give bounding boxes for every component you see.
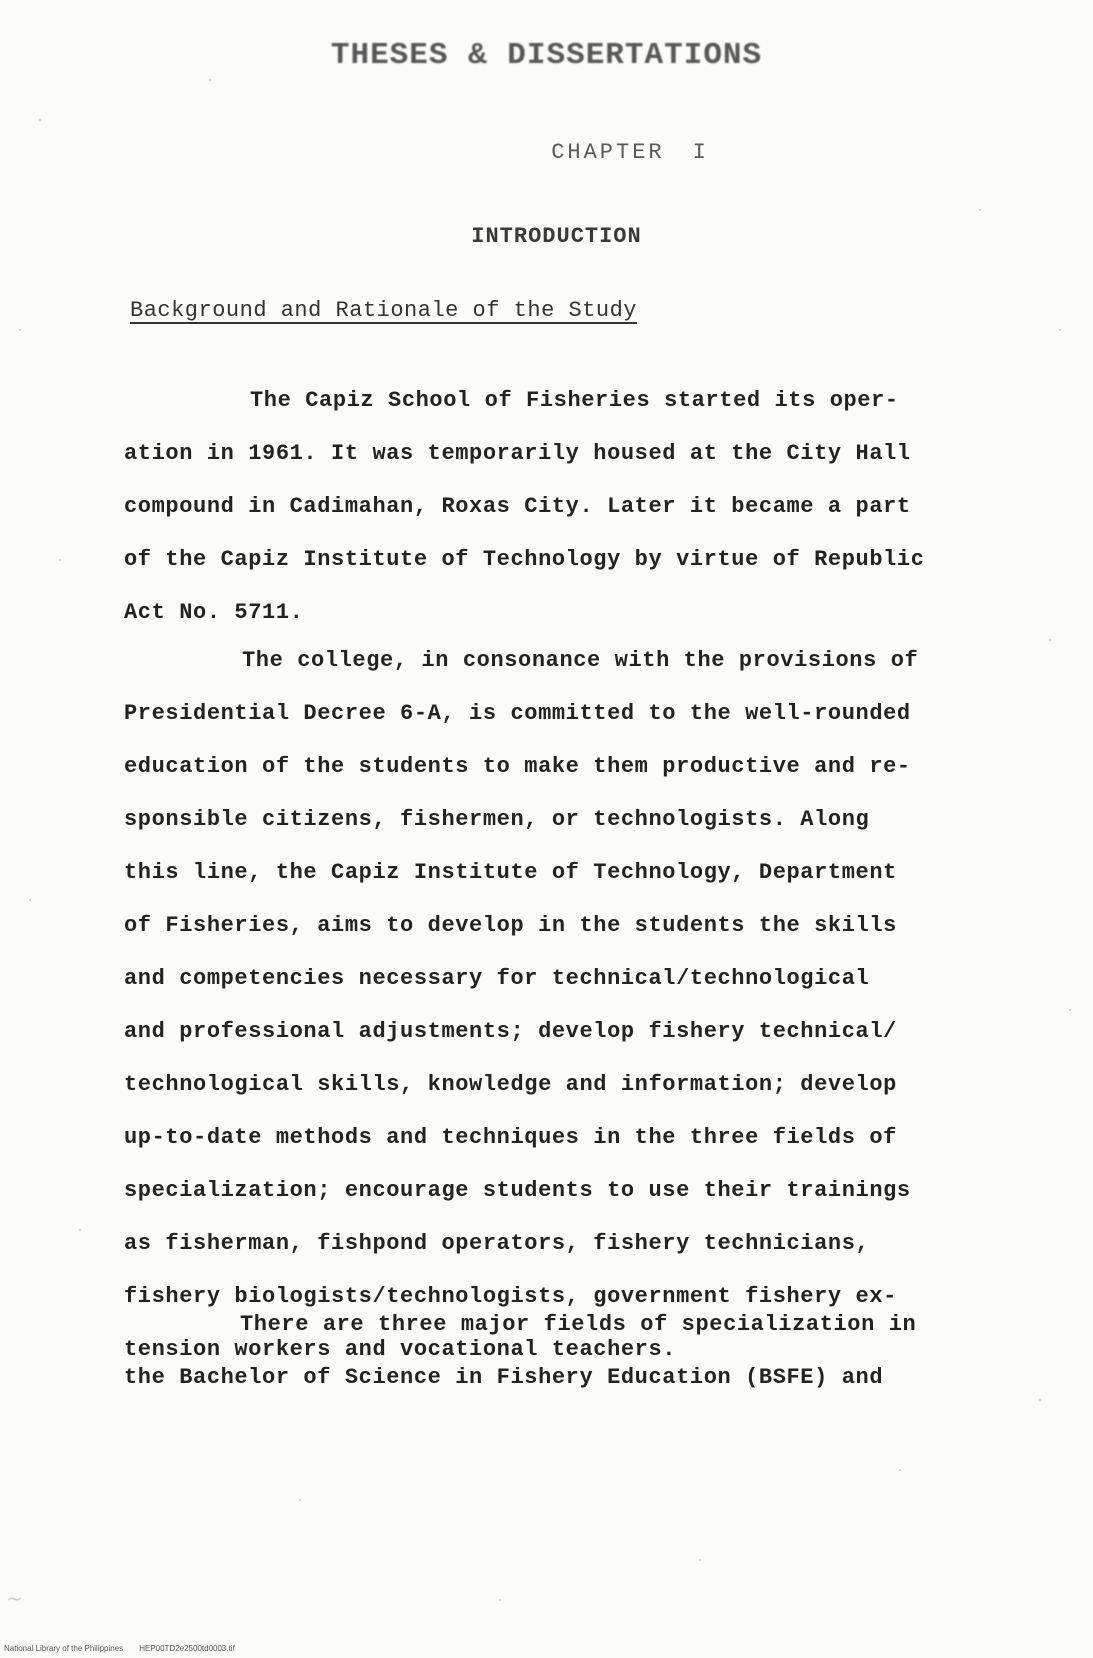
theses-watermark: THESES & DISSERTATIONS xyxy=(330,38,763,73)
paragraph-line: as fisherman, fishpond operators, fishery technicians, xyxy=(124,1231,870,1256)
paragraph-line: fishery biologists/technologists, government fishery ex- xyxy=(124,1284,897,1309)
paragraph-line: The college, in consonance with the provisions of xyxy=(242,648,919,673)
chapter-number: I xyxy=(692,140,709,165)
paragraph-line: the Bachelor of Science in Fishery Education (BSFE) and xyxy=(124,1365,884,1390)
paragraph-line: ation in 1961. It was temporarily housed at the City Hall xyxy=(124,441,911,466)
faded-stamp: ~ xyxy=(6,1586,23,1610)
paragraph-line: Act No. 5711. xyxy=(124,600,304,625)
scan-footer xyxy=(4,1644,235,1653)
paragraph-line: compound in Cadimahan, Roxas City. Later it became a part xyxy=(124,494,911,519)
paragraph-2 xyxy=(124,634,1039,1376)
paragraph-line: education of the students to make them productive and re- xyxy=(124,754,911,779)
paragraph-1 xyxy=(124,374,1039,639)
paragraph-line: The Capiz School of Fisheries started its oper- xyxy=(250,388,899,413)
paragraph-line: of Fisheries, aims to develop in the students the skills xyxy=(124,913,897,938)
paragraph-line: technological skills, knowledge and information; develop xyxy=(124,1072,897,1097)
paragraph-line: Presidential Decree 6-A, is committed to the well-rounded xyxy=(124,701,911,726)
paragraph-3 xyxy=(124,1298,1039,1404)
library-credit: National Library of the Philippines xyxy=(4,1644,124,1653)
paragraph-line: sponsible citizens, fishermen, or technologists. Along xyxy=(124,807,870,832)
file-identifier: HEP00TD2e2500td0003.tif xyxy=(139,1644,235,1653)
paragraph-line: up-to-date methods and techniques in the three fields of xyxy=(124,1125,897,1150)
chapter-label: CHAPTER xyxy=(551,140,665,165)
paragraph-line: and competencies necessary for technical/technological xyxy=(124,966,870,991)
chapter-heading xyxy=(500,140,760,165)
paragraph-line: specialization; encourage students to use their trainings xyxy=(124,1178,911,1203)
subheading: Background and Rationale of the Study xyxy=(130,298,637,323)
paragraph-line: tension workers and vocational teachers. xyxy=(124,1337,677,1362)
paragraph-line: of the Capiz Institute of Technology by virtue of Republic xyxy=(124,547,925,572)
paragraph-line: this line, the Capiz Institute of Technology, Department xyxy=(124,860,897,885)
paragraph-line: There are three major fields of specialization in xyxy=(240,1312,917,1337)
paragraph-line: and professional adjustments; develop fishery technical/ xyxy=(124,1019,897,1044)
section-title: INTRODUCTION xyxy=(471,224,642,249)
